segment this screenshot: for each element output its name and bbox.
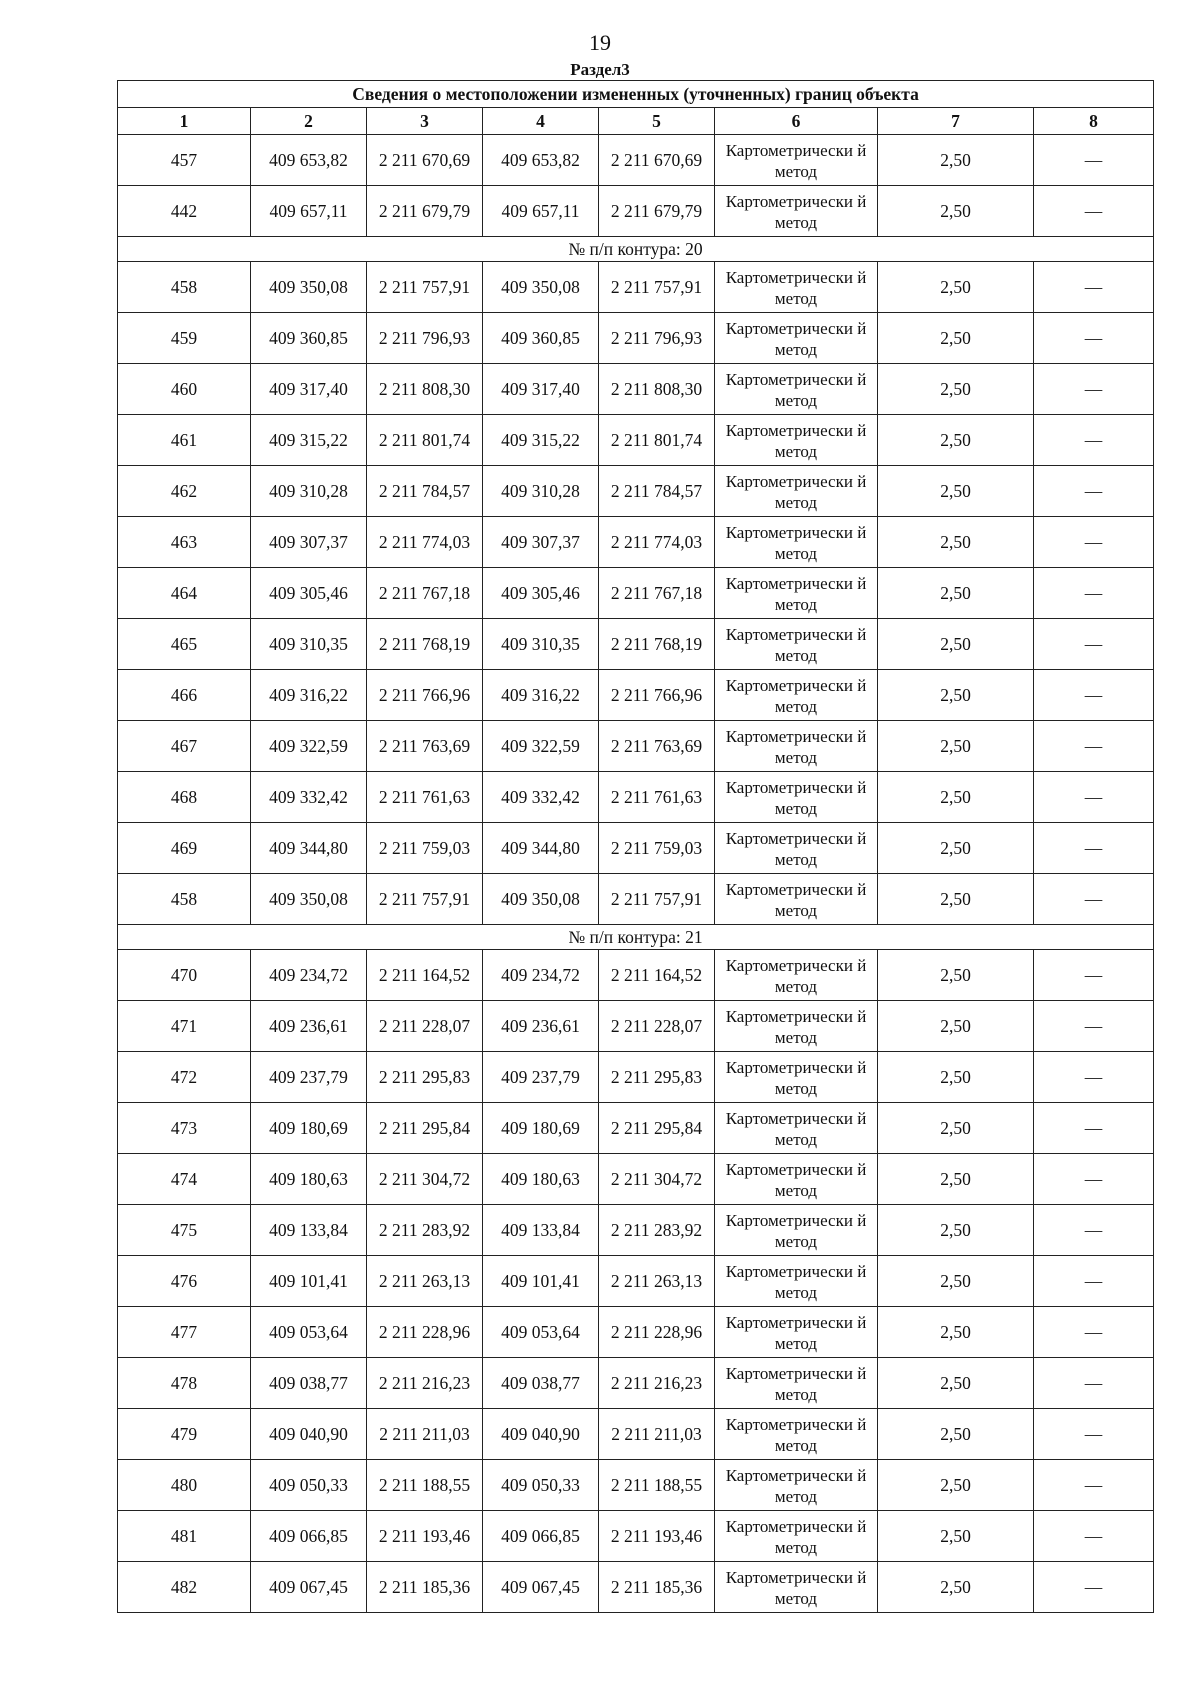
x-refined-cell: 409 053,64	[483, 1307, 599, 1358]
method-cell: Картометрически й метод	[715, 262, 878, 313]
y-refined-cell: 2 211 228,96	[599, 1307, 715, 1358]
method-cell: Картометрически й метод	[715, 823, 878, 874]
y-existing-cell: 2 211 193,46	[367, 1511, 483, 1562]
point-number-cell: 463	[118, 517, 251, 568]
x-refined-cell: 409 653,82	[483, 135, 599, 186]
x-existing-cell: 409 332,42	[251, 772, 367, 823]
description-cell: —	[1034, 1409, 1154, 1460]
y-existing-cell: 2 211 761,63	[367, 772, 483, 823]
point-number-cell: 474	[118, 1154, 251, 1205]
x-existing-cell: 409 180,69	[251, 1103, 367, 1154]
x-existing-cell: 409 307,37	[251, 517, 367, 568]
x-refined-cell: 409 310,35	[483, 619, 599, 670]
table-caption-row	[118, 81, 1154, 108]
description-cell: —	[1034, 619, 1154, 670]
x-refined-cell: 409 305,46	[483, 568, 599, 619]
accuracy-cell: 2,50	[878, 670, 1034, 721]
point-number-cell: 467	[118, 721, 251, 772]
x-refined-cell: 409 317,40	[483, 364, 599, 415]
accuracy-cell: 2,50	[878, 1154, 1034, 1205]
column-header-8: 8	[1034, 108, 1154, 135]
y-refined-cell: 2 211 188,55	[599, 1460, 715, 1511]
x-refined-cell: 409 657,11	[483, 186, 599, 237]
y-refined-cell: 2 211 263,13	[599, 1256, 715, 1307]
accuracy-cell: 2,50	[878, 950, 1034, 1001]
method-cell: Картометрически й метод	[715, 1409, 878, 1460]
x-existing-cell: 409 350,08	[251, 874, 367, 925]
accuracy-cell: 2,50	[878, 1256, 1034, 1307]
y-refined-cell: 2 211 164,52	[599, 950, 715, 1001]
method-cell: Картометрически й метод	[715, 568, 878, 619]
x-existing-cell: 409 305,46	[251, 568, 367, 619]
contour-label: № п/п контура: 20	[118, 237, 1154, 262]
description-cell: —	[1034, 1562, 1154, 1613]
y-existing-cell: 2 211 228,96	[367, 1307, 483, 1358]
x-refined-cell: 409 307,37	[483, 517, 599, 568]
method-cell: Картометрически й метод	[715, 517, 878, 568]
table-row	[118, 1256, 1154, 1307]
y-refined-cell: 2 211 193,46	[599, 1511, 715, 1562]
x-refined-cell: 409 350,08	[483, 262, 599, 313]
y-existing-cell: 2 211 757,91	[367, 262, 483, 313]
method-cell: Картометрически й метод	[715, 772, 878, 823]
y-refined-cell: 2 211 808,30	[599, 364, 715, 415]
x-existing-cell: 409 315,22	[251, 415, 367, 466]
y-refined-cell: 2 211 295,84	[599, 1103, 715, 1154]
point-number-cell: 480	[118, 1460, 251, 1511]
column-header-1: 1	[118, 108, 251, 135]
point-number-cell: 464	[118, 568, 251, 619]
y-existing-cell: 2 211 185,36	[367, 1562, 483, 1613]
y-refined-cell: 2 211 768,19	[599, 619, 715, 670]
y-refined-cell: 2 211 796,93	[599, 313, 715, 364]
description-cell: —	[1034, 874, 1154, 925]
x-refined-cell: 409 234,72	[483, 950, 599, 1001]
y-existing-cell: 2 211 767,18	[367, 568, 483, 619]
x-existing-cell: 409 322,59	[251, 721, 367, 772]
table-row	[118, 1307, 1154, 1358]
x-refined-cell: 409 332,42	[483, 772, 599, 823]
x-refined-cell: 409 067,45	[483, 1562, 599, 1613]
x-refined-cell: 409 315,22	[483, 415, 599, 466]
y-existing-cell: 2 211 768,19	[367, 619, 483, 670]
x-existing-cell: 409 657,11	[251, 186, 367, 237]
point-number-cell: 473	[118, 1103, 251, 1154]
x-existing-cell: 409 038,77	[251, 1358, 367, 1409]
table-row	[118, 721, 1154, 772]
description-cell: —	[1034, 1052, 1154, 1103]
contour-row	[118, 925, 1154, 950]
column-header-7: 7	[878, 108, 1034, 135]
x-existing-cell: 409 236,61	[251, 1001, 367, 1052]
point-number-cell: 458	[118, 874, 251, 925]
x-existing-cell: 409 050,33	[251, 1460, 367, 1511]
y-refined-cell: 2 211 304,72	[599, 1154, 715, 1205]
description-cell: —	[1034, 721, 1154, 772]
description-cell: —	[1034, 670, 1154, 721]
description-cell: —	[1034, 364, 1154, 415]
y-existing-cell: 2 211 295,83	[367, 1052, 483, 1103]
method-cell: Картометрически й метод	[715, 415, 878, 466]
description-cell: —	[1034, 262, 1154, 313]
accuracy-cell: 2,50	[878, 1511, 1034, 1562]
table-row	[118, 1154, 1154, 1205]
y-existing-cell: 2 211 670,69	[367, 135, 483, 186]
method-cell: Картометрически й метод	[715, 186, 878, 237]
table-row	[118, 568, 1154, 619]
x-existing-cell: 409 067,45	[251, 1562, 367, 1613]
y-refined-cell: 2 211 283,92	[599, 1205, 715, 1256]
column-header-6: 6	[715, 108, 878, 135]
accuracy-cell: 2,50	[878, 466, 1034, 517]
y-existing-cell: 2 211 283,92	[367, 1205, 483, 1256]
y-existing-cell: 2 211 211,03	[367, 1409, 483, 1460]
accuracy-cell: 2,50	[878, 135, 1034, 186]
point-number-cell: 481	[118, 1511, 251, 1562]
description-cell: —	[1034, 517, 1154, 568]
table-body	[118, 135, 1154, 1613]
method-cell: Картометрически й метод	[715, 950, 878, 1001]
description-cell: —	[1034, 1460, 1154, 1511]
y-refined-cell: 2 211 185,36	[599, 1562, 715, 1613]
x-refined-cell: 409 350,08	[483, 874, 599, 925]
point-number-cell: 442	[118, 186, 251, 237]
x-existing-cell: 409 066,85	[251, 1511, 367, 1562]
accuracy-cell: 2,50	[878, 1307, 1034, 1358]
description-cell: —	[1034, 1358, 1154, 1409]
y-existing-cell: 2 211 263,13	[367, 1256, 483, 1307]
x-existing-cell: 409 350,08	[251, 262, 367, 313]
method-cell: Картометрически й метод	[715, 619, 878, 670]
y-existing-cell: 2 211 774,03	[367, 517, 483, 568]
point-number-cell: 465	[118, 619, 251, 670]
x-refined-cell: 409 316,22	[483, 670, 599, 721]
description-cell: —	[1034, 1001, 1154, 1052]
accuracy-cell: 2,50	[878, 262, 1034, 313]
table-row	[118, 1052, 1154, 1103]
method-cell: Картометрически й метод	[715, 670, 878, 721]
y-refined-cell: 2 211 216,23	[599, 1358, 715, 1409]
y-refined-cell: 2 211 757,91	[599, 874, 715, 925]
column-header-2: 2	[251, 108, 367, 135]
point-number-cell: 476	[118, 1256, 251, 1307]
x-refined-cell: 409 133,84	[483, 1205, 599, 1256]
x-existing-cell: 409 317,40	[251, 364, 367, 415]
y-existing-cell: 2 211 766,96	[367, 670, 483, 721]
description-cell: —	[1034, 135, 1154, 186]
table-row	[118, 1562, 1154, 1613]
x-existing-cell: 409 237,79	[251, 1052, 367, 1103]
description-cell: —	[1034, 1307, 1154, 1358]
x-refined-cell: 409 322,59	[483, 721, 599, 772]
x-existing-cell: 409 180,63	[251, 1154, 367, 1205]
description-cell: —	[1034, 415, 1154, 466]
table-row	[118, 772, 1154, 823]
y-existing-cell: 2 211 228,07	[367, 1001, 483, 1052]
method-cell: Картометрически й метод	[715, 1205, 878, 1256]
table-row	[118, 186, 1154, 237]
y-refined-cell: 2 211 763,69	[599, 721, 715, 772]
y-existing-cell: 2 211 679,79	[367, 186, 483, 237]
x-existing-cell: 409 234,72	[251, 950, 367, 1001]
table-row	[118, 313, 1154, 364]
accuracy-cell: 2,50	[878, 874, 1034, 925]
y-refined-cell: 2 211 679,79	[599, 186, 715, 237]
y-refined-cell: 2 211 757,91	[599, 262, 715, 313]
table-row	[118, 1511, 1154, 1562]
x-existing-cell: 409 133,84	[251, 1205, 367, 1256]
table-row	[118, 262, 1154, 313]
accuracy-cell: 2,50	[878, 313, 1034, 364]
x-existing-cell: 409 310,35	[251, 619, 367, 670]
point-number-cell: 471	[118, 1001, 251, 1052]
x-refined-cell: 409 050,33	[483, 1460, 599, 1511]
table-row	[118, 1001, 1154, 1052]
column-header-5: 5	[599, 108, 715, 135]
table-row	[118, 670, 1154, 721]
point-number-cell: 461	[118, 415, 251, 466]
y-refined-cell: 2 211 767,18	[599, 568, 715, 619]
table-row	[118, 1409, 1154, 1460]
description-cell: —	[1034, 772, 1154, 823]
point-number-cell: 475	[118, 1205, 251, 1256]
x-existing-cell: 409 101,41	[251, 1256, 367, 1307]
point-number-cell: 482	[118, 1562, 251, 1613]
method-cell: Картометрически й метод	[715, 135, 878, 186]
point-number-cell: 470	[118, 950, 251, 1001]
table-row	[118, 619, 1154, 670]
column-header-3: 3	[367, 108, 483, 135]
table-row	[118, 135, 1154, 186]
table-row	[118, 874, 1154, 925]
description-cell: —	[1034, 823, 1154, 874]
y-existing-cell: 2 211 188,55	[367, 1460, 483, 1511]
point-number-cell: 472	[118, 1052, 251, 1103]
accuracy-cell: 2,50	[878, 772, 1034, 823]
x-existing-cell: 409 653,82	[251, 135, 367, 186]
contour-row	[118, 237, 1154, 262]
y-refined-cell: 2 211 784,57	[599, 466, 715, 517]
method-cell: Картометрически й метод	[715, 721, 878, 772]
y-existing-cell: 2 211 295,84	[367, 1103, 483, 1154]
method-cell: Картометрически й метод	[715, 1256, 878, 1307]
point-number-cell: 477	[118, 1307, 251, 1358]
point-number-cell: 459	[118, 313, 251, 364]
table-row	[118, 364, 1154, 415]
table-row	[118, 517, 1154, 568]
x-refined-cell: 409 310,28	[483, 466, 599, 517]
method-cell: Картометрически й метод	[715, 1307, 878, 1358]
point-number-cell: 462	[118, 466, 251, 517]
description-cell: —	[1034, 1103, 1154, 1154]
point-number-cell: 478	[118, 1358, 251, 1409]
table-row	[118, 415, 1154, 466]
table-row	[118, 950, 1154, 1001]
point-number-cell: 460	[118, 364, 251, 415]
method-cell: Картометрически й метод	[715, 874, 878, 925]
x-existing-cell: 409 360,85	[251, 313, 367, 364]
accuracy-cell: 2,50	[878, 721, 1034, 772]
y-refined-cell: 2 211 774,03	[599, 517, 715, 568]
accuracy-cell: 2,50	[878, 364, 1034, 415]
y-existing-cell: 2 211 801,74	[367, 415, 483, 466]
y-refined-cell: 2 211 295,83	[599, 1052, 715, 1103]
table-row	[118, 1103, 1154, 1154]
section-title: Раздел3	[570, 60, 630, 79]
accuracy-cell: 2,50	[878, 1103, 1034, 1154]
x-refined-cell: 409 040,90	[483, 1409, 599, 1460]
point-number-cell: 479	[118, 1409, 251, 1460]
y-existing-cell: 2 211 763,69	[367, 721, 483, 772]
x-refined-cell: 409 236,61	[483, 1001, 599, 1052]
x-existing-cell: 409 344,80	[251, 823, 367, 874]
contour-label: № п/п контура: 21	[118, 925, 1154, 950]
table-caption: Сведения о местоположении измененных (уточненных) границ объекта	[118, 81, 1154, 108]
y-existing-cell: 2 211 784,57	[367, 466, 483, 517]
table-row	[118, 1358, 1154, 1409]
method-cell: Картометрически й метод	[715, 1154, 878, 1205]
description-cell: —	[1034, 1205, 1154, 1256]
accuracy-cell: 2,50	[878, 1358, 1034, 1409]
x-refined-cell: 409 360,85	[483, 313, 599, 364]
table-row	[118, 823, 1154, 874]
x-refined-cell: 409 180,63	[483, 1154, 599, 1205]
accuracy-cell: 2,50	[878, 186, 1034, 237]
y-existing-cell: 2 211 757,91	[367, 874, 483, 925]
y-refined-cell: 2 211 759,03	[599, 823, 715, 874]
description-cell: —	[1034, 1154, 1154, 1205]
y-existing-cell: 2 211 796,93	[367, 313, 483, 364]
x-existing-cell: 409 040,90	[251, 1409, 367, 1460]
accuracy-cell: 2,50	[878, 619, 1034, 670]
method-cell: Картометрически й метод	[715, 1103, 878, 1154]
accuracy-cell: 2,50	[878, 1052, 1034, 1103]
x-existing-cell: 409 310,28	[251, 466, 367, 517]
method-cell: Картометрически й метод	[715, 313, 878, 364]
table-row	[118, 466, 1154, 517]
accuracy-cell: 2,50	[878, 517, 1034, 568]
y-refined-cell: 2 211 761,63	[599, 772, 715, 823]
accuracy-cell: 2,50	[878, 1205, 1034, 1256]
accuracy-cell: 2,50	[878, 415, 1034, 466]
point-number-cell: 466	[118, 670, 251, 721]
column-header-4: 4	[483, 108, 599, 135]
y-refined-cell: 2 211 801,74	[599, 415, 715, 466]
method-cell: Картометрически й метод	[715, 1460, 878, 1511]
y-refined-cell: 2 211 670,69	[599, 135, 715, 186]
method-cell: Картометрически й метод	[715, 1052, 878, 1103]
x-existing-cell: 409 053,64	[251, 1307, 367, 1358]
x-refined-cell: 409 101,41	[483, 1256, 599, 1307]
description-cell: —	[1034, 313, 1154, 364]
accuracy-cell: 2,50	[878, 1001, 1034, 1052]
table-row	[118, 1460, 1154, 1511]
accuracy-cell: 2,50	[878, 1460, 1034, 1511]
method-cell: Картометрически й метод	[715, 1562, 878, 1613]
y-existing-cell: 2 211 164,52	[367, 950, 483, 1001]
x-refined-cell: 409 237,79	[483, 1052, 599, 1103]
description-cell: —	[1034, 466, 1154, 517]
description-cell: —	[1034, 186, 1154, 237]
x-refined-cell: 409 344,80	[483, 823, 599, 874]
y-refined-cell: 2 211 766,96	[599, 670, 715, 721]
point-number-cell: 457	[118, 135, 251, 186]
method-cell: Картометрически й метод	[715, 1358, 878, 1409]
x-refined-cell: 409 038,77	[483, 1358, 599, 1409]
x-existing-cell: 409 316,22	[251, 670, 367, 721]
y-refined-cell: 2 211 211,03	[599, 1409, 715, 1460]
y-existing-cell: 2 211 808,30	[367, 364, 483, 415]
description-cell: —	[1034, 950, 1154, 1001]
table-row	[118, 1205, 1154, 1256]
y-existing-cell: 2 211 759,03	[367, 823, 483, 874]
accuracy-cell: 2,50	[878, 568, 1034, 619]
description-cell: —	[1034, 1511, 1154, 1562]
table-header-row	[118, 108, 1154, 135]
point-number-cell: 468	[118, 772, 251, 823]
accuracy-cell: 2,50	[878, 1562, 1034, 1613]
y-existing-cell: 2 211 216,23	[367, 1358, 483, 1409]
accuracy-cell: 2,50	[878, 1409, 1034, 1460]
x-refined-cell: 409 066,85	[483, 1511, 599, 1562]
page-number: 19	[589, 30, 611, 55]
method-cell: Картометрически й метод	[715, 364, 878, 415]
point-number-cell: 458	[118, 262, 251, 313]
y-existing-cell: 2 211 304,72	[367, 1154, 483, 1205]
description-cell: —	[1034, 568, 1154, 619]
boundary-coordinates-table	[117, 80, 1154, 1613]
method-cell: Картометрически й метод	[715, 466, 878, 517]
point-number-cell: 469	[118, 823, 251, 874]
description-cell: —	[1034, 1256, 1154, 1307]
method-cell: Картометрически й метод	[715, 1001, 878, 1052]
x-refined-cell: 409 180,69	[483, 1103, 599, 1154]
accuracy-cell: 2,50	[878, 823, 1034, 874]
y-refined-cell: 2 211 228,07	[599, 1001, 715, 1052]
method-cell: Картометрически й метод	[715, 1511, 878, 1562]
